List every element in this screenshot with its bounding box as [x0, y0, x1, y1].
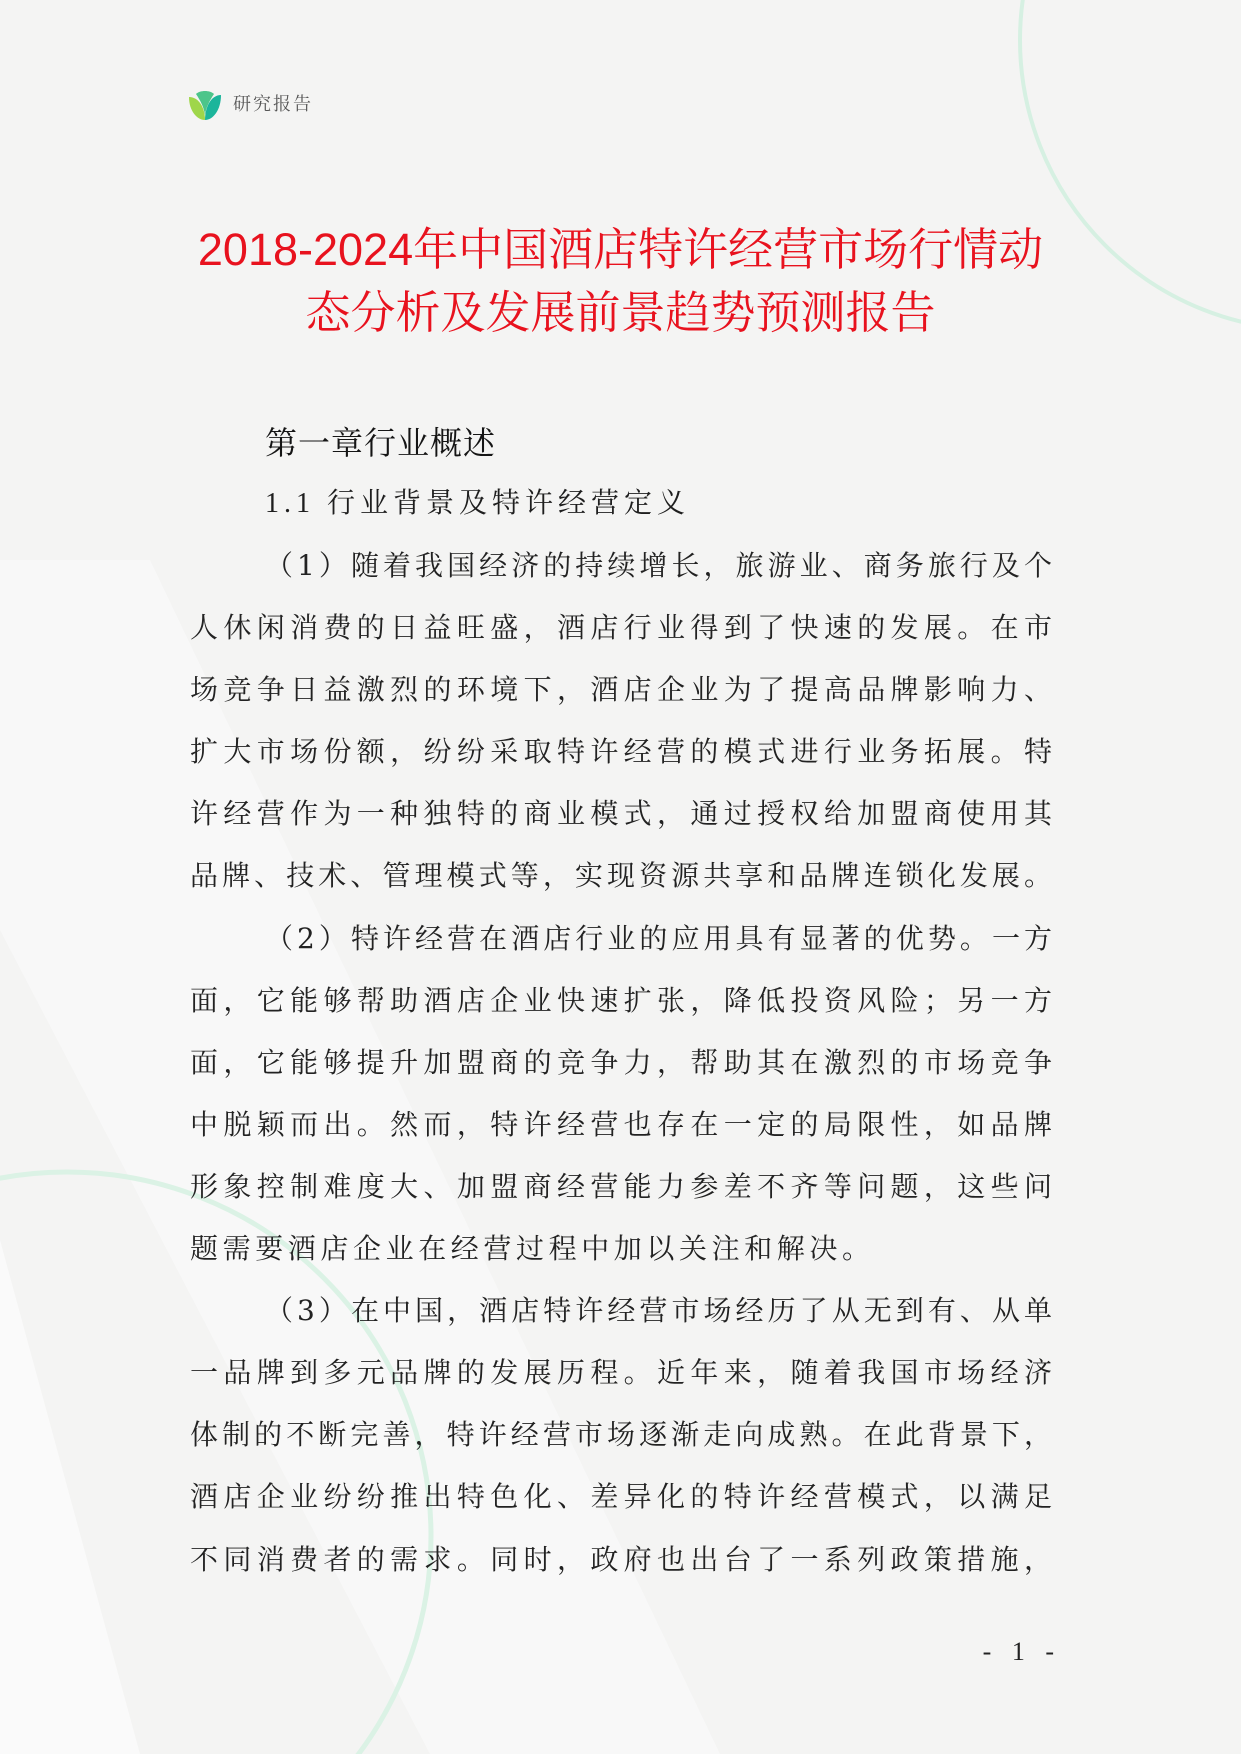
decor-light-band [0, 1240, 140, 1754]
page-number: - 1 - [982, 1637, 1061, 1666]
body-line: 题需要酒店企业在经营过程中加以关注和解决。 [190, 1232, 875, 1266]
paragraph [190, 908, 1054, 1281]
body-line: 体制的不断完善，特许经营市场逐渐走向成熟。在此背景下， [190, 1418, 1054, 1452]
leaf-logo-icon [187, 88, 223, 122]
body-line: 面，它能够提升加盟商的竞争力，帮助其在激烈的市场竞争 [190, 1045, 1054, 1079]
title-line: 态分析及发展前景趋势预测报告 [305, 287, 936, 338]
body-line: 场竞争日益激烈的环境下，酒店企业为了提高品牌影响力、 [190, 673, 1054, 707]
paragraph [190, 1280, 1054, 1590]
report-title [0, 218, 1241, 344]
body-line: 中脱颖而出。然而，特许经营也存在一定的局限性，如品牌 [190, 1107, 1054, 1141]
body-line: 面，它能够帮助酒店企业快速扩张，降低投资风险；另一方 [190, 983, 1054, 1017]
body-line: 酒店企业纷纷推出特色化、差异化的特许经营模式，以满足 [190, 1480, 1054, 1514]
body-line: （2）特许经营在酒店行业的应用具有显著的优势。一方 [265, 921, 1054, 955]
body-line: 扩大市场份额，纷纷采取特许经营的模式进行业务拓展。特 [190, 735, 1054, 769]
title-line: 2018-2024年中国酒店特许经营市场行情动 [197, 224, 1044, 275]
body-line: 许经营作为一种独特的商业模式，通过授权给加盟商使用其 [190, 797, 1054, 831]
body-line: 人休闲消费的日益旺盛，酒店行业得到了快速的发展。在市 [190, 611, 1054, 645]
body-line: 品牌、技术、管理模式等，实现资源共享和品牌连锁化发展。 [190, 859, 1054, 893]
body-line: （1）随着我国经济的持续增长，旅游业、商务旅行及个 [265, 549, 1054, 582]
body-line: 不同消费者的需求。同时，政府也出台了一系列政策措施， [190, 1542, 1054, 1576]
paragraph [190, 535, 1054, 908]
body-text [190, 535, 1054, 1591]
chapter-heading: 第一章行业概述 [265, 425, 497, 461]
body-line: （3）在中国，酒店特许经营市场经历了从无到有、从单 [265, 1294, 1054, 1328]
header-label: 研究报告 [233, 94, 313, 115]
section-heading: 1.1 行业背景及特许经营定义 [265, 488, 691, 519]
body-line: 形象控制难度大、加盟商经营能力参差不齐等问题，这些问 [190, 1169, 1054, 1203]
body-line: 一品牌到多元品牌的发展历程。近年来，随着我国市场经济 [190, 1356, 1054, 1390]
